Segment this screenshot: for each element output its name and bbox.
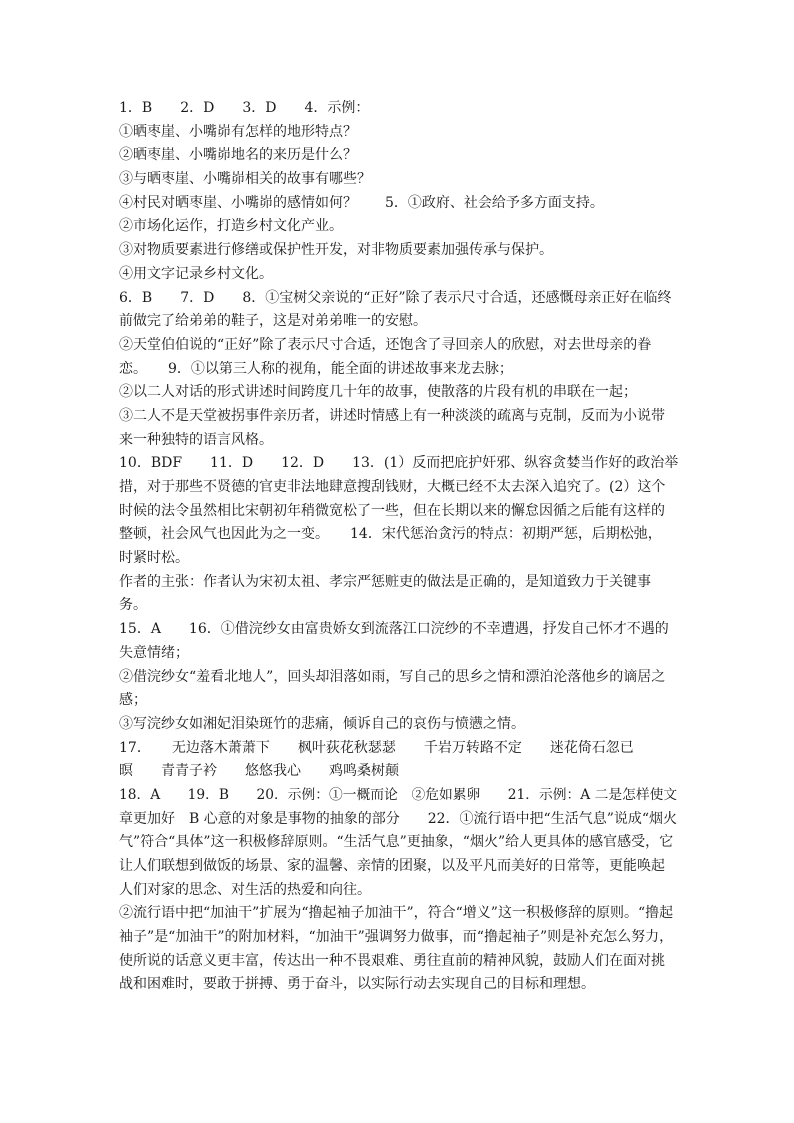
answer-line: 1．B 2．D 3．D 4．示例：: [119, 100, 370, 116]
answer-line: ③写浣纱女如湘妃泪染斑竹的悲痛，倾诉自己的哀伤与愤懑之情。: [119, 715, 525, 732]
answer-line: ①晒枣崖、小嘴峁有怎样的地形特点？: [119, 123, 357, 140]
answer-line: ②天堂伯伯说的“正好”除了表示尺寸合适，还饱含了寻回亲人的欣慰，对去世母亲的眷: [119, 336, 652, 353]
answer-line: 失意情绪；: [119, 644, 189, 661]
answer-line: 恋。 9．①以第三人称的视角，能全面的讲述故事来龙去脉；: [119, 360, 513, 377]
answer-line: 6．B 7．D 8．①宝树父亲说的“正好”除了表示尺寸合适，还感慨母亲正好在临终: [119, 289, 672, 306]
answer-line: 让人们联想到做饭的场景、家的温馨、亲情的团聚，以及平凡而美好的日常等，更能唤起: [119, 858, 665, 874]
answer-line: ②市场化运作，打造乡村文化产业。: [119, 218, 343, 235]
answer-line: 整顿，社会风气也因此为之一变。 14．宋代惩治贪污的特点：初期严惩，后期松弛，: [119, 526, 662, 543]
answer-line: 战和困难时，要敢于拼搏、勇于奋斗，以实际行动去实现自己的目标和理想。: [119, 976, 595, 993]
answer-line: ③对物质要素进行修缮或保护性开发，对非物质要素加强传承与保护。: [119, 242, 553, 259]
answer-line: 措，对于那些不贤德的官吏非法地肆意搜刮钱财，大概已经不太去深入追究了。(2）这个: [119, 479, 666, 495]
answer-line: ②以二人对话的形式讲述时间跨度几十年的故事，使散落的片段有机的串联在一起；: [119, 384, 637, 401]
answer-line: 暝 青青子衿 悠悠我心 鸡鸣桑树颠: [119, 763, 399, 780]
answer-line: ③二人不是天堂被拐事件亲历者，讲述时情感上有一种淡淡的疏离与克制，反而为小说带: [119, 407, 665, 424]
answer-line: 作者的主张：作者认为宋初太祖、孝宗严惩赃吏的做法是正确的，是知道致力于关键事: [119, 573, 651, 590]
answer-key-text: [119, 97, 679, 997]
answer-line: ④用文字记录乡村文化。: [119, 265, 273, 282]
answer-line: 10．BDF 11．D 12．D 13．(1）反而把庇护奸邪、纵容贪婪当作好的政治举: [119, 455, 679, 472]
answer-line: 15．A 16．①借浣纱女由富贵娇女到流落江口浣纱的不幸遭遇，抒发自己怀才不遇的: [119, 621, 669, 638]
answer-line: 17． 无边落木萧萧下 枫叶荻花秋瑟瑟 千岩万转路不定 迷花倚石忽已: [119, 739, 634, 756]
answer-line: ②晒枣崖、小嘴峁地名的来历是什么？: [119, 147, 357, 164]
answer-line: 时紧时松。: [119, 550, 189, 567]
answer-line: 时候的法令虽然相比宋朝初年稍微宽松了一些，但在长期以来的懈怠因循之后能有这样的: [119, 502, 665, 519]
answer-line: 人们对家的思念、对生活的热爱和向往。: [119, 881, 371, 898]
answer-line: ②借浣纱女“羞看北地人”，回头却泪落如雨，写自己的思乡之情和漂泊沦落他乡的谪居之: [119, 668, 666, 685]
answer-line: 章更加好 B 心意的对象是事物的抽象的部分 22．①流行语中把“生活气息”说成“烟火: [119, 810, 678, 827]
answer-line: ②流行语中把“加油干”扩展为“撸起袖子加油干”，符合“增义”这一积极修辞的原则。“撸起: [119, 905, 674, 922]
answer-line: 前做完了给弟弟的鞋子，这是对弟弟唯一的安慰。: [119, 313, 427, 330]
answer-line: 来一种独特的语言风格。: [119, 431, 273, 448]
answer-line: 使所说的话意义更丰富，传达出一种不畏艰难、勇往直前的精神风貌，鼓励人们在面对挑: [119, 952, 665, 969]
answer-line: 18．A 19．B 20．示例：①一概而论 ②危如累卵 21．示例：A 二是怎样使文: [119, 786, 678, 803]
answer-line: 务。: [119, 597, 147, 614]
answer-line: 感；: [119, 692, 147, 709]
answer-line: ④村民对晒枣崖、小嘴峁的感情如何？ 5．①政府、社会给予多方面支持。: [119, 194, 604, 211]
answer-line: 气”符合“具体”这一积极修辞原则。“生活气息”更抽象，“烟火”给人更具体的感官感受，它: [119, 834, 674, 851]
answer-line: ③与晒枣崖、小嘴峁相关的故事有哪些？: [119, 171, 371, 188]
answer-line: 袖子”是“加油干”的附加材料，“加油干”强调努力做事，而“撸起袖子”则是补充怎么努力，: [119, 929, 674, 946]
